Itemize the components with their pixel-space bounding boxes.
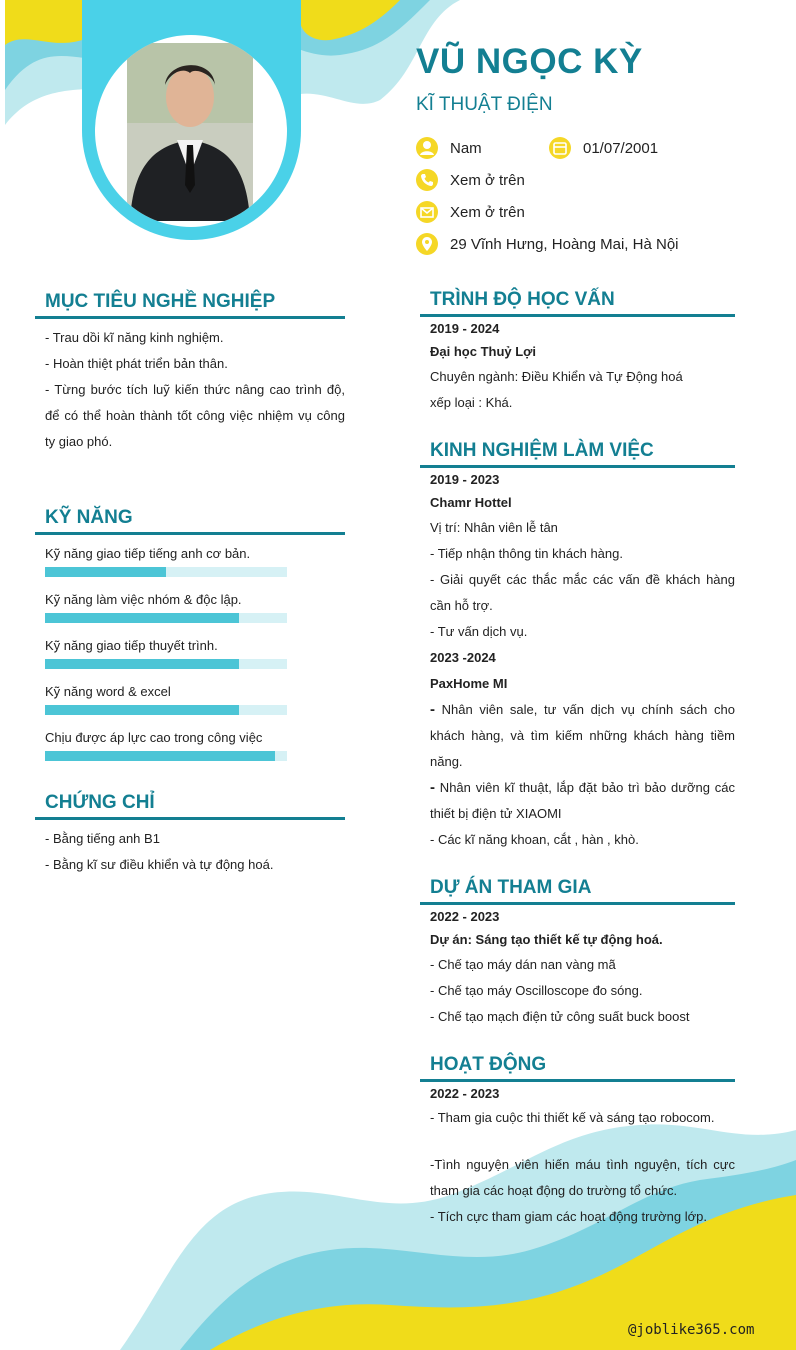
objective-heading: MỤC TIÊU NGHỀ NGHIỆP <box>45 291 276 312</box>
job2-line-2-text: Nhân viên kĩ thuật, lắp đặt bảo trì bảo dưỡng các thiết bị điện tử XIAOMI <box>430 780 735 821</box>
avatar <box>95 35 287 227</box>
activity-line-1: - Tham gia cuộc thi thiết kế và sáng tạo robocom. <box>430 1110 715 1125</box>
education-heading: TRÌNH ĐỘ HỌC VẤN <box>430 289 615 310</box>
education-period: 2019 - 2024 <box>430 321 500 336</box>
mail-icon <box>416 201 438 223</box>
skill-bar-4 <box>45 705 287 715</box>
skill-label-5: Chịu được áp lực cao trong công việc <box>45 730 263 745</box>
job2-period: 2023 -2024 <box>430 650 496 665</box>
certificates-rule <box>35 817 345 820</box>
job2-line-1-dash: - <box>430 701 435 718</box>
activity-line-2: -Tình nguyện viên hiến máu tình nguyện, tích cực tham gia các hoạt động do trường tổ chức. <box>430 1157 735 1198</box>
objective-line-1: - Trau dồi kĩ năng kinh nghiệm. <box>45 330 224 345</box>
phone-icon <box>416 169 438 191</box>
skills-heading: KỸ NĂNG <box>45 507 133 528</box>
education-major: Chuyên ngành: Điều Khiển và Tự Động hoá <box>430 369 683 384</box>
gender-value: Nam <box>450 140 482 157</box>
job2-line-1-text: Nhân viên sale, tư vấn dịch vụ chính sách cho khách hàng, và tìm kiếm những khách hàng tiềm năng. <box>430 702 735 769</box>
skill-bar-fill-2 <box>45 613 239 623</box>
address-value: 29 Vĩnh Hưng, Hoàng Mai, Hà Nội <box>450 236 679 253</box>
project-line-2: - Chế tạo máy Oscilloscope đo sóng. <box>430 983 643 998</box>
project-name: Dự án: Sáng tạo thiết kế tự động hoá. <box>430 932 663 947</box>
skill-bar-5 <box>45 751 287 761</box>
job1-line-2: - Tiếp nhận thông tin khách hàng. <box>430 546 623 561</box>
projects-period: 2022 - 2023 <box>430 909 500 924</box>
certificate-1: - Bằng tiếng anh B1 <box>45 831 160 846</box>
location-icon <box>416 233 438 255</box>
skill-bar-fill-3 <box>45 659 239 669</box>
skill-bar-2 <box>45 613 287 623</box>
birthdate-value: 01/07/2001 <box>583 140 659 157</box>
skill-bar-fill-4 <box>45 705 239 715</box>
skills-rule <box>35 532 345 535</box>
skill-bar-fill-1 <box>45 567 166 577</box>
job1-line-1: Vị trí: Nhân viên lễ tân <box>430 520 558 535</box>
projects-heading: DỰ ÁN THAM GIA <box>430 877 592 898</box>
job2-line-2 <box>430 775 735 827</box>
certificate-2: - Bằng kĩ sư điều khiển và tự động hoá. <box>45 857 274 872</box>
activities-period: 2022 - 2023 <box>430 1086 500 1101</box>
skill-label-4: Kỹ năng word & excel <box>45 684 171 699</box>
experience-heading: KINH NGHIỆM LÀM VIỆC <box>430 440 654 461</box>
objective-line-2: - Hoàn thiệt phát triển bản thân. <box>45 356 228 371</box>
project-line-3: - Chế tạo mạch điện tử công suất buck boost <box>430 1009 690 1024</box>
job2-line-1 <box>430 697 735 775</box>
job-title: KĨ THUẬT ĐIỆN <box>416 94 553 115</box>
education-grade: xếp loại : Khá. <box>430 395 513 410</box>
calendar-icon <box>549 137 571 159</box>
activities-heading: HOẠT ĐỘNG <box>430 1054 547 1075</box>
phone-value: Xem ở trên <box>450 172 525 189</box>
education-school: Đại học Thuỷ Lợi <box>430 344 537 359</box>
portrait-photo <box>95 35 287 227</box>
skill-label-1: Kỹ năng giao tiếp tiếng anh cơ bản. <box>45 546 251 561</box>
objective-line-3: - Từng bước tích luỹ kiến thức nâng cao trình độ, để có thể hoàn thành tốt công việc nhiệm vụ công ty giao phó. <box>45 382 345 449</box>
job2-company: PaxHome MI <box>430 676 508 691</box>
watermark: @joblike365.com <box>628 1322 755 1338</box>
job1-company: Chamr Hottel <box>430 495 512 510</box>
skill-bar-fill-5 <box>45 751 275 761</box>
activity-line-3: - Tích cực tham giam các hoạt động trường lớp. <box>430 1209 707 1224</box>
skill-label-3: Kỹ năng giao tiếp thuyết trình. <box>45 638 218 653</box>
skill-bar-3 <box>45 659 287 669</box>
job1-period: 2019 - 2023 <box>430 472 500 487</box>
job1-line-3: - Giải quyết các thắc mắc các vấn đề khách hàng cần hỗ trợ. <box>430 572 735 613</box>
email-value: Xem ở trên <box>450 204 525 221</box>
project-line-1: - Chế tạo máy dán nan vàng mã <box>430 957 616 972</box>
user-icon <box>416 137 438 159</box>
job2-line-3: - Các kĩ năng khoan, cắt , hàn , khò. <box>430 832 639 847</box>
job2-line-2-dash: - <box>430 779 435 796</box>
certificates-heading: CHỨNG CHỈ <box>45 792 155 813</box>
job1-line-4: - Tư vấn dịch vụ. <box>430 624 528 639</box>
skill-bar-1 <box>45 567 287 577</box>
full-name: VŨ NGỌC KỲ <box>416 42 643 81</box>
objective-rule <box>35 316 345 319</box>
skill-label-2: Kỹ năng làm việc nhóm & độc lập. <box>45 592 242 607</box>
